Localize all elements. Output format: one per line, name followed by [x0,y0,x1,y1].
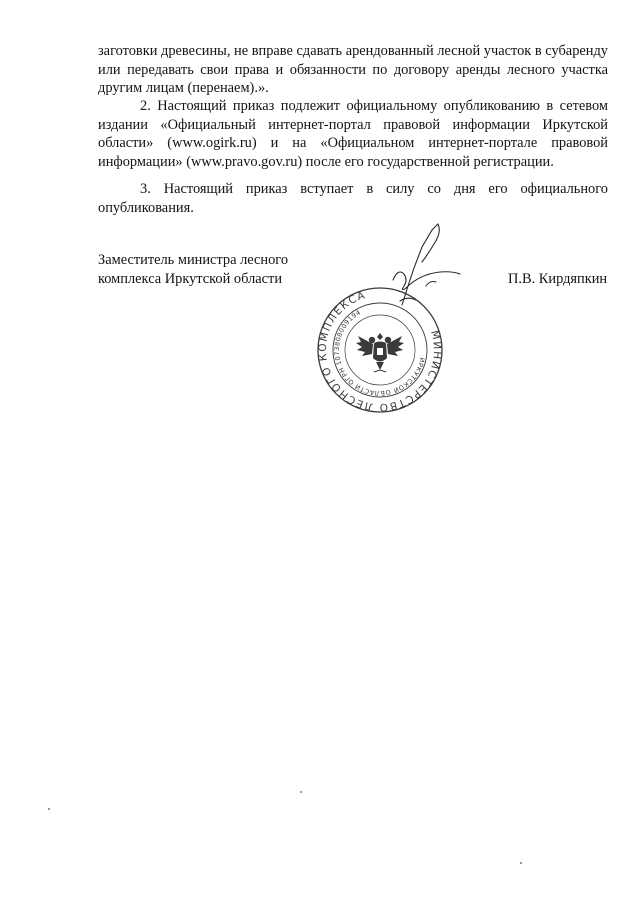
handwritten-signature [360,222,470,307]
seal-inner-text: ИРКУТСКОЙ ОБЛАСТИ ОГРН 1073808009194 [332,308,427,398]
eagle-emblem-icon [356,333,404,372]
paragraph-publication-clause: 2. Настоящий приказ подлежит официальному опубликованию в сетевом издании «Официальный интернет-портал правовой информации Иркутской области» (www.ogirk.ru) и на «Официальном интернет-портале правовой информации» (www.pravo.gov.ru) после его государственной регистрации. [98,98,608,170]
scan-speck [520,862,522,864]
paragraph-continuation: заготовки древесины, не вправе сдавать арендованный лесной участок в субаренду или передавать свои права и обязанности по договору аренды лесного участка другим лицам (перенаем).». [98,43,608,96]
scan-speck [300,791,302,793]
seal-outer-text: МИНИСТЕРСТВО ЛЕСНОГО КОМПЛЕКСА [316,289,444,414]
paragraph-entry-into-force: 3. Настоящий приказ вступает в силу со дня его официального опубликования. [98,181,608,216]
signatory-name: П.В. Кирдяпкин [508,271,608,287]
scan-speck [48,808,50,810]
signatory-title: Заместитель министра лесного комплекса Иркутской области [98,252,289,287]
